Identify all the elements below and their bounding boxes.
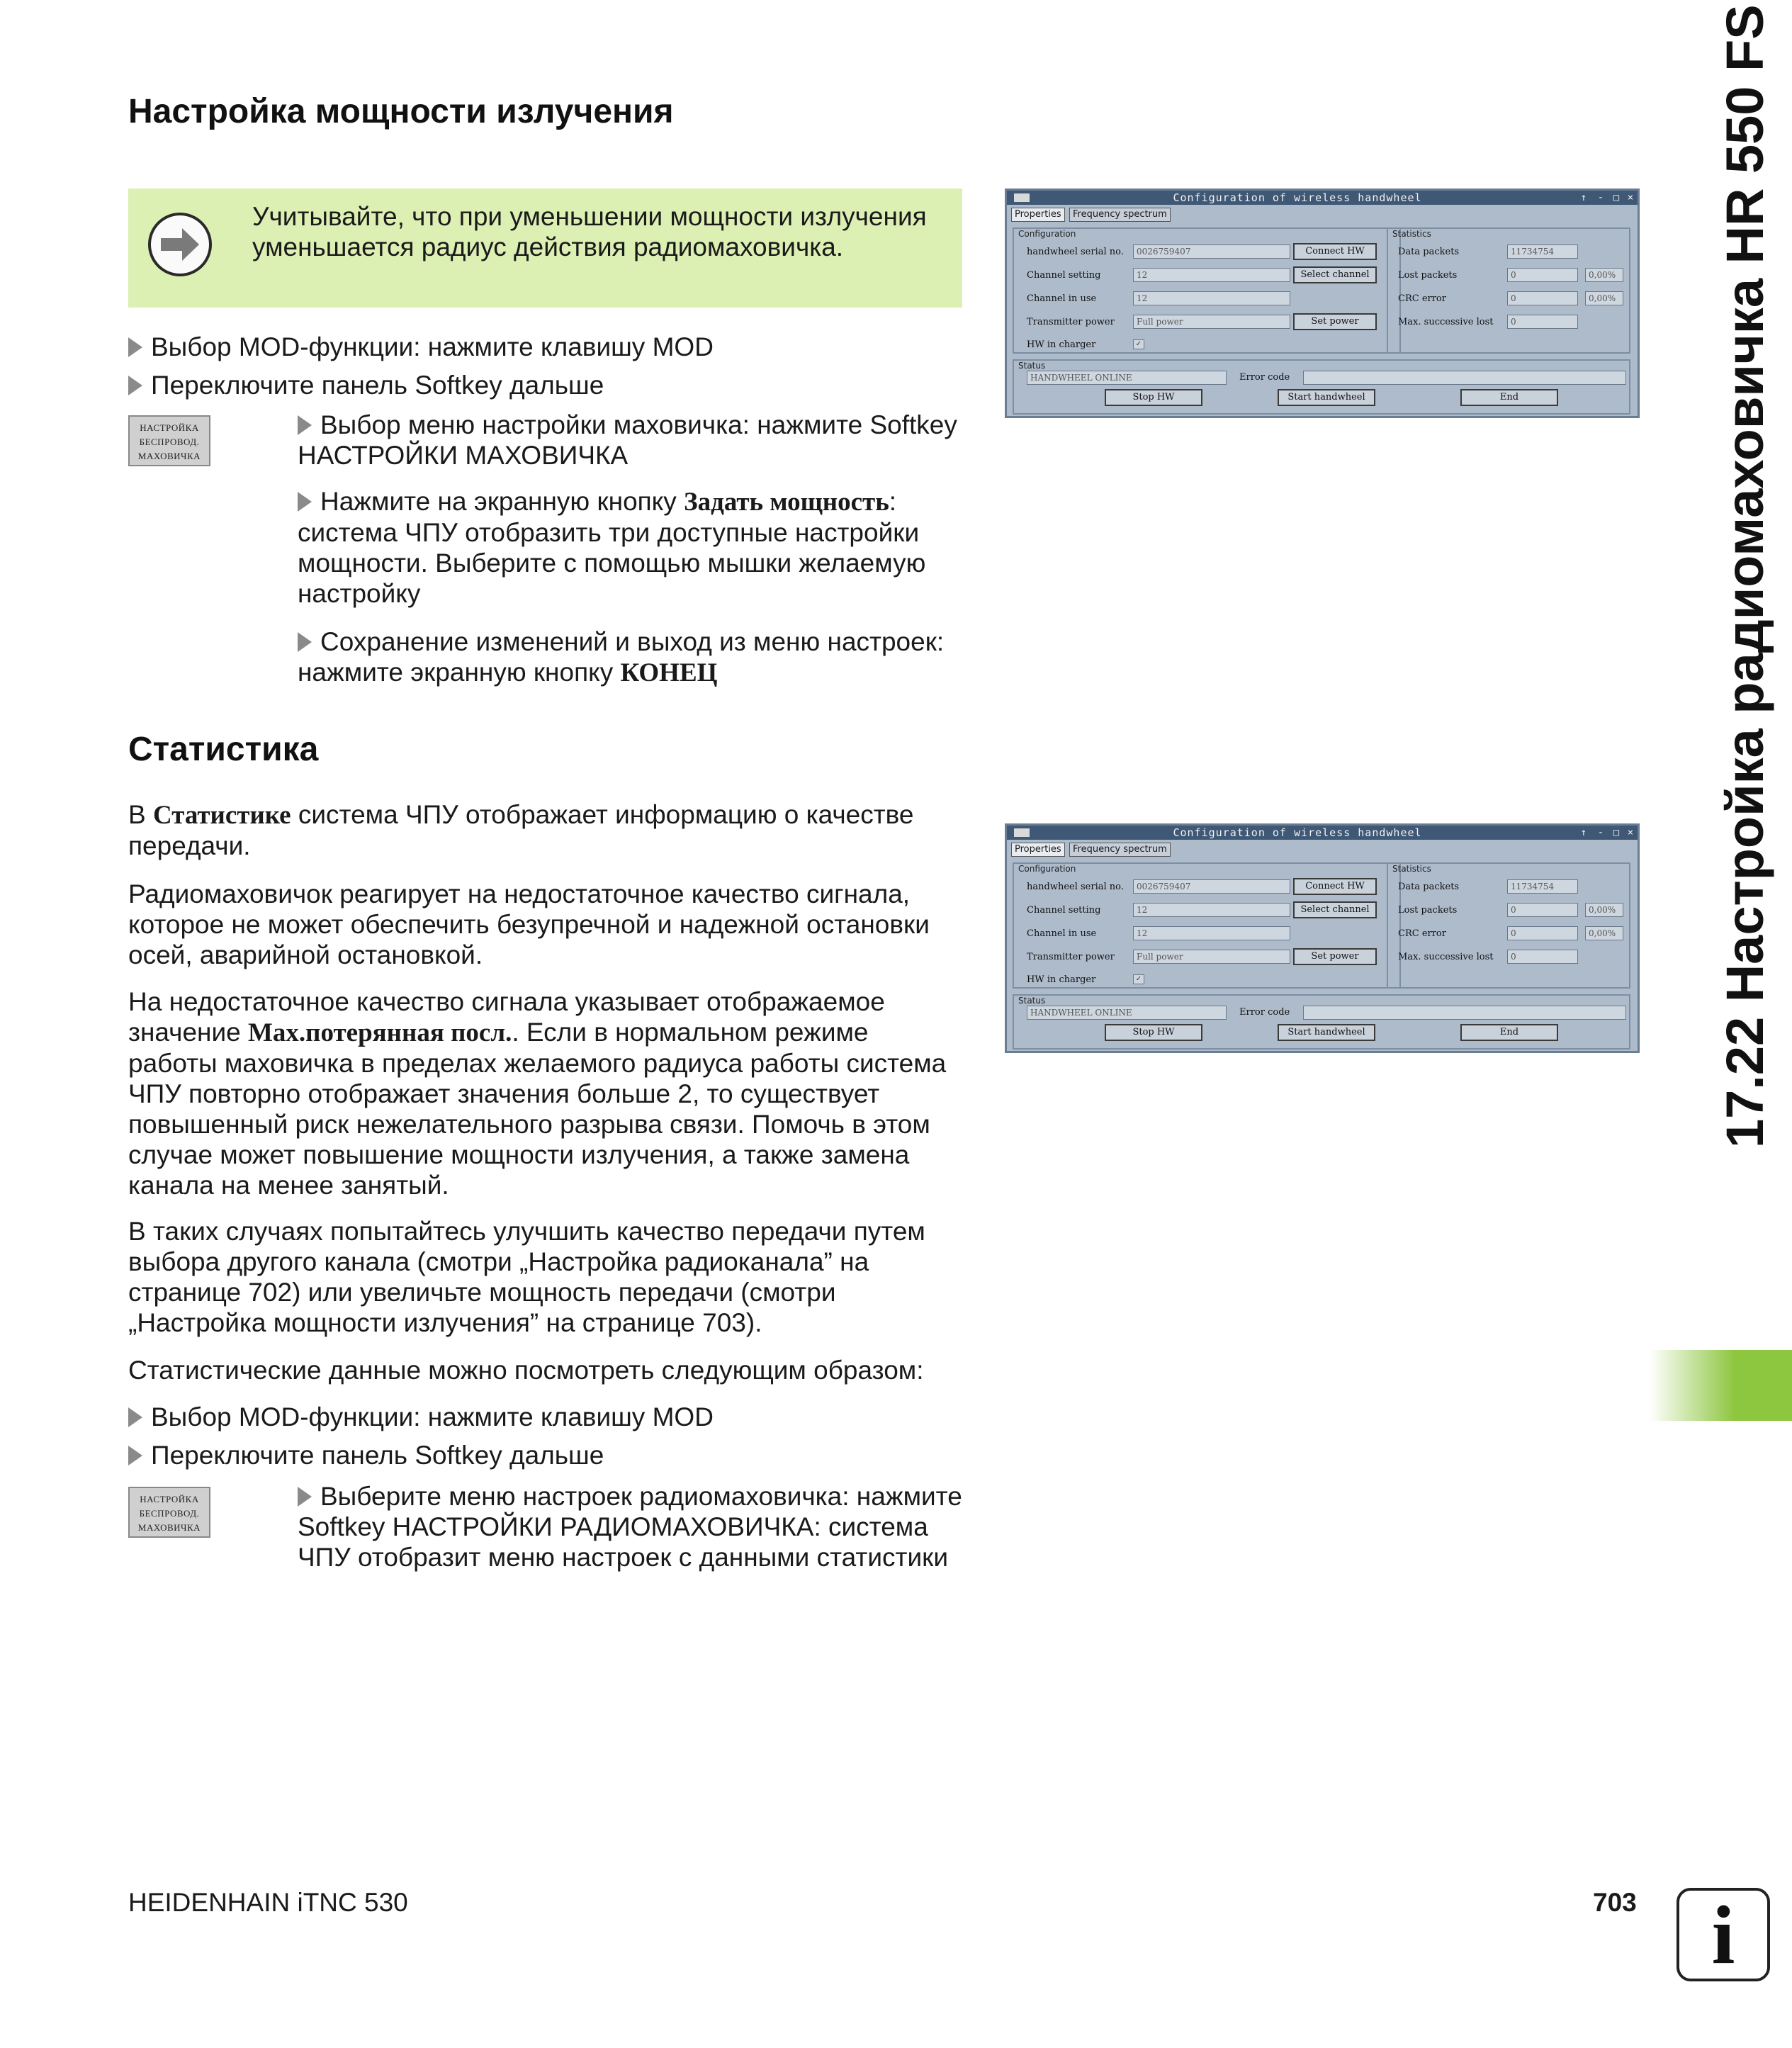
restore-icon[interactable]: □ [1613,192,1620,203]
triangle-bullet-icon [298,415,312,435]
triangle-bullet-icon [128,1407,142,1427]
step-item: Сохранение изменений и выход из меню настроек: нажмите экранную кнопку КОНЕЦ [298,627,945,687]
transmitter-power-label: Transmitter power [1027,952,1115,962]
tab-properties[interactable]: Properties [1011,843,1065,857]
hw-in-charger-label: HW in charger [1027,974,1096,985]
serial-label: handwheel serial no. [1027,882,1124,892]
section-title-power: Настройка мощности излучения [128,93,674,130]
paragraph: В Статистике система ЧПУ отображает информацию о качестве передачи. [128,800,914,860]
error-code-field [1303,1006,1626,1020]
minimize-icon[interactable]: - [1597,192,1604,203]
crc-error-label: CRC error [1398,928,1446,939]
tab-frequency-spectrum[interactable]: Frequency spectrum [1069,843,1171,857]
close-icon[interactable]: × [1627,827,1634,838]
status-field: HANDWHEEL ONLINE [1027,1006,1227,1020]
dialog-titlebar [1007,826,1638,840]
triangle-bullet-icon [128,337,142,357]
dialog-title: Configuration of wireless handwheel [1173,826,1422,839]
max-successive-lost-label: Max. successive lost [1398,317,1494,327]
wireless-config-dialog [1005,823,1640,1053]
serial-label: handwheel serial no. [1027,247,1124,257]
serial-field: 0026759407 [1133,879,1290,894]
channel-setting-label: Channel setting [1027,905,1101,916]
triangle-bullet-icon [298,1487,312,1507]
footer-manual-name: HEIDENHAIN iTNC 530 [128,1888,408,1917]
step-item: Выбор меню настройки маховичка: нажмите Softkey НАСТРОЙКИ МАХОВИЧКА [298,410,957,470]
max-successive-lost-label: Max. successive lost [1398,952,1494,962]
section-title-statistics: Статистика [128,731,319,768]
note-box [128,189,962,308]
list-item: Переключите панель Softkey дальше [128,370,604,400]
configuration-group: Configuration handwheel serial no. 0026759407 Connect HW Channel setting 12 Select channel Channel in use 12 Transmitter power Full power Set power HW in charger ✓ [1013,862,1401,989]
paragraph: Статистические данные можно посмотреть следующим образом: [128,1356,924,1385]
error-code-field [1303,371,1626,385]
chapter-side-title: 17.22 Настройка радиомаховичка HR 550 FS [1715,4,1774,1148]
status-group: Status HANDWHEEL ONLINE Error code Stop HW Start handwheel End [1013,994,1630,1050]
transmitter-power-field: Full power [1133,950,1290,964]
hw-in-charger-label: HW in charger [1027,339,1096,350]
paragraph: В таких случаях попытайтесь улучшить качество передачи путем выбора другого канала (смотри „Настройка радиоканала” на странице 702) или увеличьте мощность передачи (смотри „Настройка мощности излучения” на странице 703). [128,1217,925,1337]
transmitter-power-label: Transmitter power [1027,317,1115,327]
page-number: 703 [1593,1888,1637,1917]
stop-hw-button[interactable]: Stop HW [1105,1024,1202,1041]
lost-packets-label: Lost packets [1398,270,1458,281]
max-successive-lost-field: 0 [1507,315,1578,329]
data-packets-label: Data packets [1398,882,1460,892]
crc-error-percent: 0,00% [1585,291,1623,305]
list-item: Выбор MOD-функции: нажмите клавишу MOD [128,1402,714,1432]
paragraph: Радиомаховичок реагирует на недостаточное качество сигнала, которое не может обеспечить безупречной и надежной остановки осей, аварийной остановкой. [128,879,930,969]
window-menu-icon[interactable] [1014,828,1030,837]
channel-in-use-field: 12 [1133,926,1290,940]
dialog-title: Configuration of wireless handwheel [1173,191,1422,204]
triangle-bullet-icon [128,376,142,395]
set-power-button[interactable]: Set power [1293,313,1377,330]
triangle-bullet-icon [298,492,312,512]
lost-packets-field: 0 [1507,268,1578,282]
error-code-label: Error code [1239,372,1290,383]
chapter-tab-marker [1650,1350,1792,1421]
statistics-group: Statistics Data packets 11734754 Lost packets 0 0,00% CRC error 0 0,00% Max. successive lost 0 [1387,227,1630,354]
lost-packets-percent: 0,00% [1585,268,1623,282]
crc-error-percent: 0,00% [1585,926,1623,940]
maximize-icon[interactable]: ↑ [1580,827,1587,838]
lost-packets-percent: 0,00% [1585,903,1623,917]
error-code-label: Error code [1239,1007,1290,1018]
end-button[interactable]: End [1460,389,1558,406]
channel-setting-label: Channel setting [1027,270,1101,281]
channel-in-use-label: Channel in use [1027,928,1097,939]
max-successive-lost-field: 0 [1507,950,1578,964]
triangle-bullet-icon [298,632,312,652]
select-channel-button[interactable]: Select channel [1293,901,1377,918]
start-handwheel-button[interactable]: Start handwheel [1278,1024,1375,1041]
lost-packets-field: 0 [1507,903,1578,917]
note-text: Учитывайте, что при уменьшении мощности излучения уменьшается радиус действия радиомаховичка. [252,202,927,261]
crc-error-label: CRC error [1398,293,1446,304]
stop-hw-button[interactable]: Stop HW [1105,389,1202,406]
channel-setting-field: 12 [1133,903,1290,917]
step-item: Выберите меню настроек радиомаховичка: нажмите Softkey НАСТРОЙКИ РАДИОМАХОВИЧКА: система ЧПУ отобразит меню настроек с данными статистики [298,1482,962,1572]
select-channel-button[interactable]: Select channel [1293,266,1377,283]
triangle-bullet-icon [128,1446,142,1465]
dialog-titlebar [1007,191,1638,205]
window-menu-icon[interactable] [1014,193,1030,202]
status-group: Status HANDWHEEL ONLINE Error code Stop HW Start handwheel End [1013,359,1630,415]
channel-in-use-label: Channel in use [1027,293,1097,304]
status-field: HANDWHEEL ONLINE [1027,371,1227,385]
connect-hw-button[interactable]: Connect HW [1293,878,1377,895]
set-power-button[interactable]: Set power [1293,948,1377,965]
restore-icon[interactable]: □ [1613,827,1620,838]
transmitter-power-field: Full power [1133,315,1290,329]
close-icon[interactable]: × [1627,192,1634,203]
wireless-config-dialog [1005,189,1640,418]
data-packets-label: Data packets [1398,247,1460,257]
serial-field: 0026759407 [1133,244,1290,259]
statistics-group: Statistics Data packets 11734754 Lost packets 0 0,00% CRC error 0 0,00% Max. successive lost 0 [1387,862,1630,989]
crc-error-field: 0 [1507,926,1578,940]
data-packets-field: 11734754 [1507,879,1578,894]
list-item: Переключите панель Softkey дальше [128,1440,604,1470]
connect-hw-button[interactable]: Connect HW [1293,243,1377,260]
tab-properties[interactable]: Properties [1011,208,1065,222]
crc-error-field: 0 [1507,291,1578,305]
channel-setting-field: 12 [1133,268,1290,282]
paragraph: На недостаточное качество сигнала указывает отображаемое значение Max.потерянная посл.. Если в нормальном режиме работы маховичка в пределах желаемого радиуса работы система ЧПУ повторно отображает значения больше 2, то существует повышенный риск нежелательного разрыва связи. Помочь в этом случае может повышение мощности излучения, а также замена канала на менее занятый. [128,987,947,1200]
minimize-icon[interactable]: - [1597,827,1604,838]
lost-packets-label: Lost packets [1398,905,1458,916]
maximize-icon[interactable]: ↑ [1580,192,1587,203]
end-button[interactable]: End [1460,1024,1558,1041]
configuration-group: Configuration handwheel serial no. 0026759407 Connect HW Channel setting 12 Select channel Channel in use 12 Transmitter power Full power Set power HW in charger ✓ [1013,227,1401,354]
softkey-wireless-handwheel-settings[interactable]: НАСТРОЙКА БЕСПРОВОД. МАХОВИЧКА [128,1487,210,1538]
channel-in-use-field: 12 [1133,291,1290,305]
arrow-right-icon [148,213,212,276]
info-icon: i [1677,1888,1770,1981]
hw-in-charger-checkbox[interactable]: ✓ [1133,974,1144,984]
hw-in-charger-checkbox[interactable]: ✓ [1133,339,1144,349]
tab-frequency-spectrum[interactable]: Frequency spectrum [1069,208,1171,222]
step-item: Нажмите на экранную кнопку Задать мощность: система ЧПУ отобразить три доступные настройки мощности. Выберите с помощью мышки желаемую настройку [298,487,926,608]
start-handwheel-button[interactable]: Start handwheel [1278,389,1375,406]
data-packets-field: 11734754 [1507,244,1578,259]
list-item: Выбор MOD-функции: нажмите клавишу MOD [128,332,714,362]
softkey-wireless-handwheel-settings[interactable]: НАСТРОЙКА БЕСПРОВОД. МАХОВИЧКА [128,415,210,466]
